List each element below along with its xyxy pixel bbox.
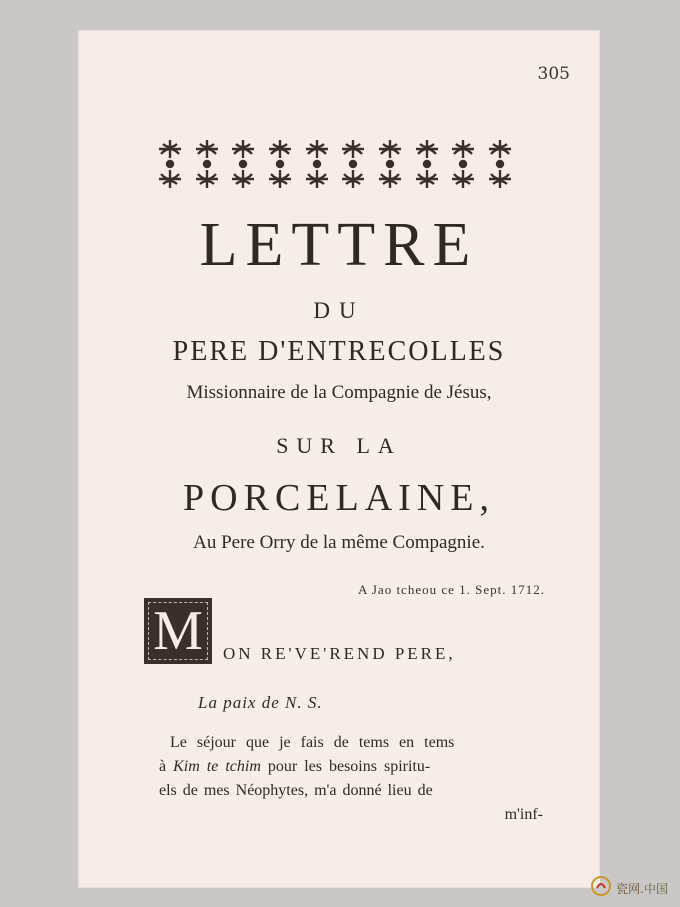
fleuron-ornament-icon bbox=[192, 130, 222, 200]
fleuron-ornament-icon bbox=[412, 130, 442, 200]
salutation: ON RE'VE'REND PERE, bbox=[223, 644, 456, 663]
greeting: La paix de N. S. bbox=[198, 693, 323, 712]
title-author: PERE D'ENTRECOLLES bbox=[172, 336, 506, 367]
fleuron-ornament-icon bbox=[265, 130, 295, 200]
fleuron-ornament-icon bbox=[228, 130, 258, 200]
title-affiliation: Missionnaire de la Compagnie de Jésus, bbox=[186, 382, 492, 403]
page-number: 305 bbox=[537, 64, 570, 84]
title-lettre: LETTRE bbox=[199, 211, 479, 279]
book-page bbox=[78, 30, 600, 888]
fleuron-ornament-icon bbox=[338, 130, 368, 200]
body-line-2-prefix: à bbox=[159, 758, 167, 775]
watermark-text: 瓷网.中国 bbox=[616, 881, 668, 896]
place-name: Kim te tchim bbox=[173, 758, 261, 775]
dateline: A Jao tcheou ce 1. Sept. 1712. bbox=[357, 582, 545, 597]
fleuron-ornament-icon bbox=[302, 130, 332, 200]
title-du: DU bbox=[313, 298, 365, 323]
fleuron-ornament-icon bbox=[155, 130, 185, 200]
body-line-3: els de mes Néophytes, m'a donné lieu de bbox=[159, 782, 433, 799]
body-line-2 bbox=[159, 758, 430, 776]
title-sur-la: SUR LA bbox=[276, 433, 402, 458]
fleuron-ornament-icon bbox=[375, 130, 405, 200]
porcelain-logo-icon bbox=[590, 875, 612, 901]
body-line-2-suffix: pour les besoins spiritu- bbox=[267, 758, 431, 775]
title-recipient: Au Pere Orry de la même Compagnie. bbox=[193, 532, 485, 553]
fleuron-ornament-icon bbox=[485, 130, 515, 200]
decorated-drop-cap: M bbox=[144, 598, 212, 664]
printers-ornament-band bbox=[155, 130, 515, 202]
title-subject: PORCELAINE, bbox=[183, 477, 495, 519]
site-watermark bbox=[590, 875, 668, 901]
body-line-4: m'inf- bbox=[504, 806, 543, 823]
body-line-1: Le séjour que je fais de tems en tems bbox=[170, 734, 455, 751]
fleuron-ornament-icon bbox=[448, 130, 478, 200]
